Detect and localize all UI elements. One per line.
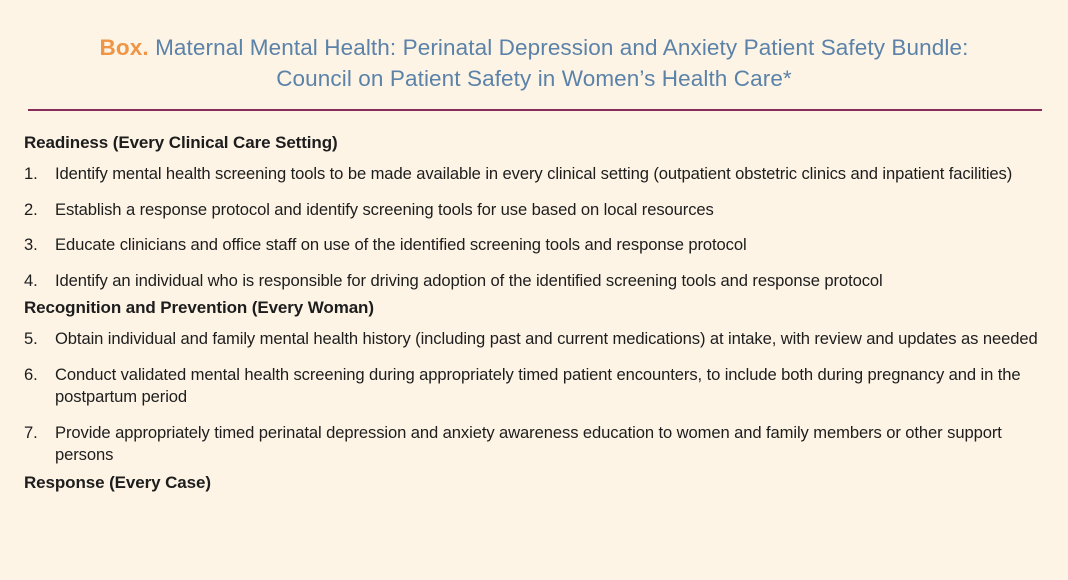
recognition-prevention-list: [24, 328, 1054, 467]
list-item: [24, 199, 1054, 222]
item-number: 2.: [24, 199, 38, 219]
item-text: Identify mental health screening tools to be made available in every clinical setting (outpatient obstetric clinics and inpatient facilities): [55, 164, 1013, 183]
list-item: [24, 163, 1054, 186]
section-heading-recognition-prevention: Recognition and Prevention (Every Woman): [24, 298, 374, 317]
readiness-list: [24, 163, 1054, 292]
list-item: [24, 234, 1054, 257]
list-item: [24, 270, 1054, 293]
box-header: [0, 32, 1068, 94]
item-number: 5.: [24, 329, 38, 348]
bundle-content: [24, 132, 1054, 503]
box-title-line-2: Council on Patient Safety in Women’s Health Care*: [276, 66, 792, 91]
box-label: Box.: [99, 35, 149, 60]
section-heading-response: Response (Every Case): [24, 472, 211, 492]
list-item: [24, 364, 1054, 409]
section-heading-readiness: Readiness (Every Clinical Care Setting): [24, 133, 338, 152]
header-divider: [28, 109, 1042, 111]
item-text: Provide appropriately timed perinatal depression and anxiety awareness education to women and family members or other support persons: [55, 422, 1002, 464]
item-text: Identify an individual who is responsible for driving adoption of the identified screening tools and response protocol: [55, 270, 883, 290]
list-item: [24, 422, 1054, 467]
item-number: 1.: [24, 164, 38, 183]
box-title-text: Maternal Mental Health: Perinatal Depression and Anxiety Patient Safety Bundle:: [155, 35, 969, 60]
item-text: Conduct validated mental health screening during appropriately timed patient encounters, to include both during pregnancy and in the postpartum period: [55, 364, 1021, 406]
item-number: 3.: [24, 235, 38, 254]
item-text: Obtain individual and family mental health history (including past and current medications) at intake, with review and updates as needed: [55, 329, 1038, 348]
item-number: 6.: [24, 364, 38, 384]
item-text: Educate clinicians and office staff on use of the identified screening tools and response protocol: [55, 235, 747, 254]
item-number: 4.: [24, 270, 38, 290]
item-text: Establish a response protocol and identify screening tools for use based on local resources: [55, 199, 714, 219]
list-item: [24, 328, 1054, 351]
item-number: 7.: [24, 422, 38, 442]
box-title-line-1: [0, 32, 1068, 63]
